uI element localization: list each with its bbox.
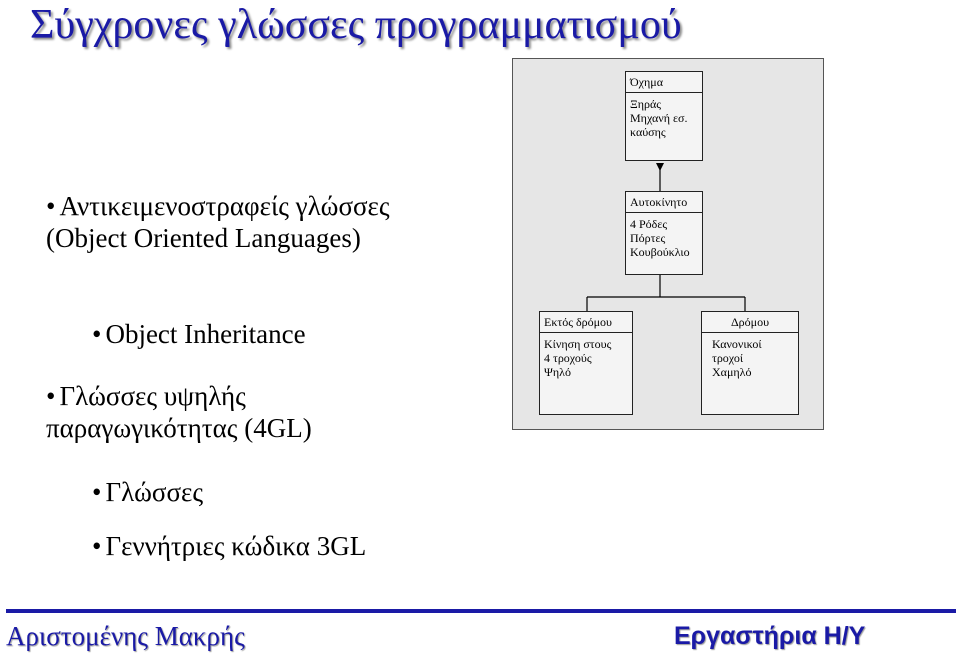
bullet-text: Γλώσσες [105,477,204,507]
footer-course: Εργαστήρια Η/Υ [674,622,866,650]
bullet-languages [92,476,422,508]
class-attr: 4 τροχούς [544,351,592,365]
class-name: Εκτός δρόμου [540,312,632,333]
bullet-4gl [46,380,426,444]
bullet-dot: • [46,191,56,221]
footer-author: Αριστομένης Μακρής [6,621,245,651]
bullet-object-inheritance [92,318,422,350]
bullet-code-generators [92,530,452,562]
bullet-oo-languages [46,190,426,254]
bullet-text: Γλώσσες υψηλής παραγωγικότητας (4GL) [46,381,312,443]
bullet-text: Object Inheritance [105,319,306,349]
bullet-dot: • [92,531,102,561]
bullet-dot: • [46,381,56,411]
class-attr: 4 Ρόδες [630,217,668,231]
footer-divider [6,609,956,613]
class-attr: τροχοί [712,351,744,365]
class-attr: Ξηράς [630,97,662,111]
class-attr: Κανονικοί [712,337,762,351]
class-attr: Μηχανή εσ. [630,111,688,125]
bullet-dot: • [92,319,102,349]
bullet-text: Αντικειμενοστραφείς γλώσσες (Object Oriented Languages) [46,191,390,253]
class-name: Αυτοκίνητο [626,192,702,213]
class-box-offroad [539,311,633,415]
class-box-road [701,311,799,415]
class-name: Όχημα [626,72,702,93]
class-box-car [625,191,703,275]
connector-arrowhead [656,163,664,171]
class-box-vehicle [625,71,703,161]
class-attr: Χαμηλό [712,365,752,379]
class-name: Δρόμου [702,312,798,333]
class-attr: Κίνηση στους [544,337,612,351]
inheritance-diagram [512,58,824,430]
class-attr: καύσης [630,125,666,139]
slide-title: Σύγχρονες γλώσσες προγραμματισμού [30,2,682,48]
class-attr: Ψηλό [544,365,571,379]
class-attr: Πόρτες [630,231,666,245]
class-attr: Κουβούκλιο [630,245,690,259]
bullet-text: Γεννήτριες κώδικα 3GL [105,531,367,561]
bullet-dot: • [92,477,102,507]
